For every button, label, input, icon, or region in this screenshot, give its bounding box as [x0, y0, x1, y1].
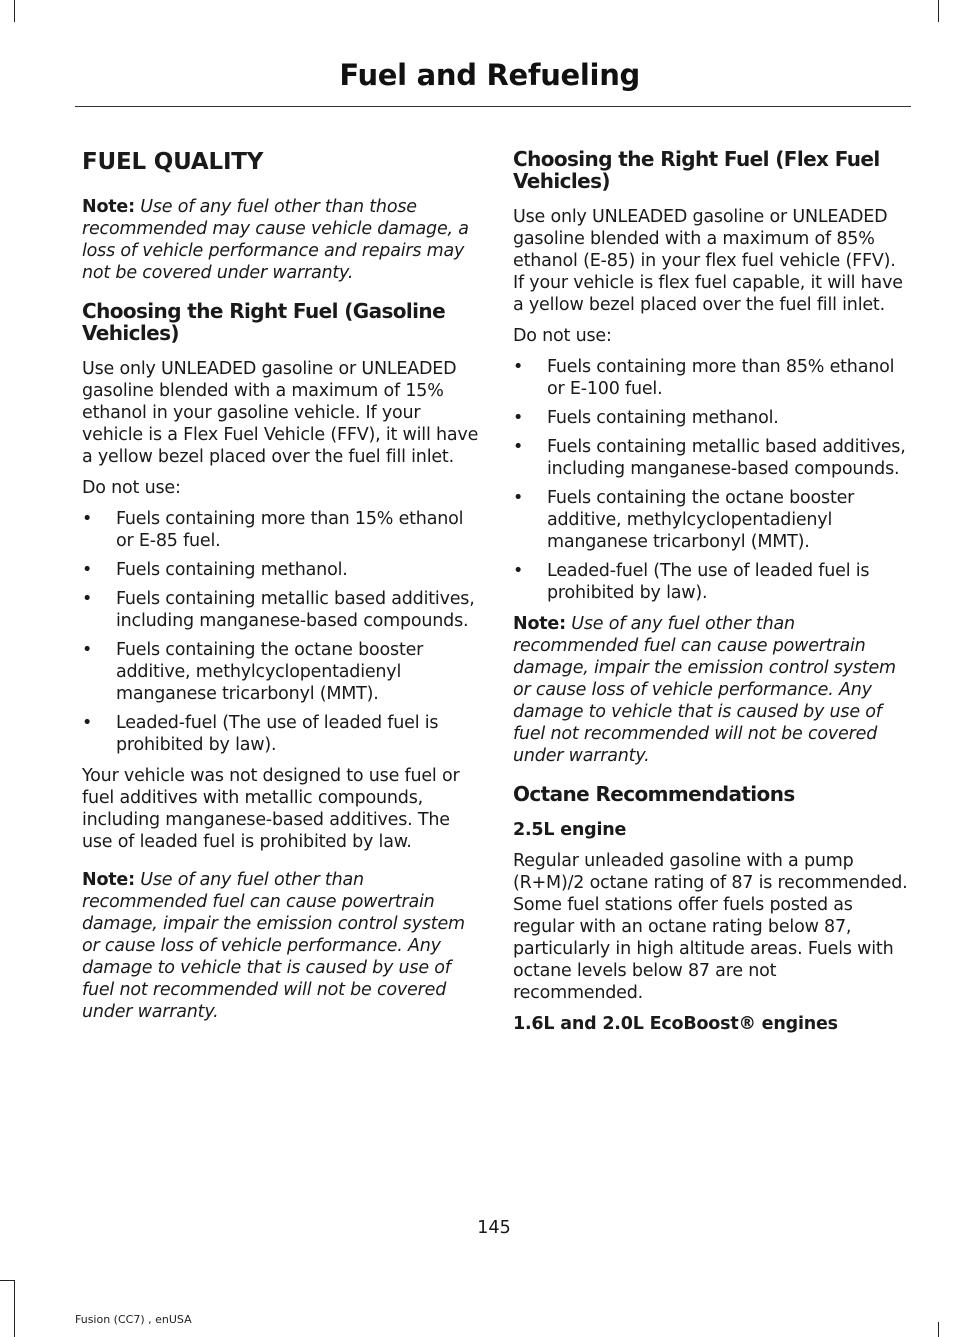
crop-mark-bottom-left-horizontal	[0, 1280, 14, 1281]
list-item-text: Fuels containing more than 85% ethanol or E-100 fuel.	[547, 357, 895, 399]
note-text: Use of any fuel other than recommended fuel can cause powertrain damage, impair the emission control system or cause loss of vehicle performance. Any damage to vehicle that is caused by use of fuel not recommended will not be covered under warranty.	[513, 614, 896, 766]
note-label: Note:	[82, 870, 135, 890]
section-title-fuel-quality: FUEL QUALITY	[82, 149, 264, 175]
left-column	[82, 140, 480, 1039]
right-column	[513, 140, 911, 1044]
list-item-text: Fuels containing methanol.	[116, 560, 348, 580]
note-text: Use of any fuel other than those recommended may cause vehicle damage, a loss of vehicle performance and repairs may not be covered under warranty.	[82, 197, 469, 283]
list-item	[82, 508, 480, 552]
crop-mark-bottom-right-vertical	[938, 1322, 939, 1337]
paragraph-flex-intro: Use only UNLEADED gasoline or UNLEADED gasoline blended with a maximum of 85% ethanol (E-85) in your flex fuel vehicle (FFV). If your vehicle is flex fuel capable, it will have a yellow bezel placed over the fuel fill inlet.	[513, 207, 903, 315]
crop-mark-top-left-vertical	[14, 0, 15, 22]
list-item	[513, 487, 911, 553]
bullet-glyph: •	[82, 560, 93, 580]
heading-engine-ecoboost: 1.6L and 2.0L EcoBoost® engines	[513, 1014, 838, 1034]
note-label: Note:	[513, 614, 566, 634]
list-item	[82, 639, 480, 705]
page-number: 145	[477, 1218, 511, 1238]
page-header-title: Fuel and Refueling	[339, 58, 640, 92]
heading-engine-2-5l: 2.5L engine	[513, 820, 627, 840]
paragraph-do-not-use: Do not use:	[513, 326, 612, 346]
list-item-text: Fuels containing metallic based additives, including manganese-based compounds.	[547, 437, 906, 479]
note-powertrain	[82, 869, 480, 1023]
list-item-text: Fuels containing metallic based additives, including manganese-based compounds.	[116, 589, 475, 631]
paragraph-do-not-use: Do not use:	[82, 478, 181, 498]
list-item	[513, 436, 911, 480]
list-flex-do-not-use	[513, 356, 911, 604]
header-rule	[75, 106, 911, 107]
crop-mark-top-right-vertical	[938, 0, 939, 22]
list-item-text: Fuels containing more than 15% ethanol or E-85 fuel.	[116, 509, 464, 551]
list-item-text: Leaded-fuel (The use of leaded fuel is prohibited by law).	[547, 561, 870, 603]
list-item	[82, 712, 480, 756]
note-text: Use of any fuel other than recommended fuel can cause powertrain damage, impair the emission control system or cause loss of vehicle performance. Any damage to vehicle that is caused by use of fuel not recommended will not be covered under warranty.	[82, 870, 465, 1022]
crop-mark-bottom-left-vertical	[14, 1280, 15, 1337]
heading-flex-fuel-vehicles: Choosing the Right Fuel (Flex Fuel Vehicles)	[513, 147, 880, 193]
bullet-glyph: •	[82, 640, 93, 660]
list-item	[513, 407, 911, 429]
note-label: Note:	[82, 197, 135, 217]
paragraph-gasoline-intro: Use only UNLEADED gasoline or UNLEADED gasoline blended with a maximum of 15% ethanol in your gasoline vehicle. If your vehicle is a Flex Fuel Vehicle (FFV), it will have a yellow bezel placed over the fuel fill inlet.	[82, 359, 479, 467]
bullet-glyph: •	[513, 357, 524, 377]
list-item	[513, 356, 911, 400]
list-item-text: Fuels containing the octane booster additive, methylcyclopentadienyl manganese tricarbonyl (MMT).	[116, 640, 424, 704]
footer-model-code: Fusion (CC7) , enUSA	[75, 1313, 192, 1326]
bullet-glyph: •	[82, 589, 93, 609]
list-item	[82, 559, 480, 581]
list-item	[513, 560, 911, 604]
bullet-glyph: •	[513, 437, 524, 457]
paragraph-engine-2-5l: Regular unleaded gasoline with a pump (R+M)/2 octane rating of 87 is recommended. Some fuel stations offer fuels posted as regular with an octane rating below 87, particularly in high altitude areas. Fuels with octane levels below 87 are not recommended.	[513, 851, 908, 1003]
list-gasoline-do-not-use	[82, 508, 480, 756]
note-warranty	[82, 196, 480, 284]
list-item	[82, 588, 480, 632]
bullet-glyph: •	[82, 713, 93, 733]
paragraph-gasoline-closing: Your vehicle was not designed to use fuel or fuel additives with metallic compounds, including manganese-based additives. The use of leaded fuel is prohibited by law.	[82, 766, 460, 852]
list-item-text: Fuels containing methanol.	[547, 408, 779, 428]
heading-gasoline-vehicles: Choosing the Right Fuel (Gasoline Vehicles)	[82, 299, 446, 345]
bullet-glyph: •	[513, 561, 524, 581]
bullet-glyph: •	[513, 488, 524, 508]
bullet-glyph: •	[513, 408, 524, 428]
list-item-text: Fuels containing the octane booster additive, methylcyclopentadienyl manganese tricarbonyl (MMT).	[547, 488, 855, 552]
heading-octane-recommendations: Octane Recommendations	[513, 782, 795, 806]
bullet-glyph: •	[82, 509, 93, 529]
note-powertrain	[513, 613, 911, 767]
list-item-text: Leaded-fuel (The use of leaded fuel is prohibited by law).	[116, 713, 439, 755]
